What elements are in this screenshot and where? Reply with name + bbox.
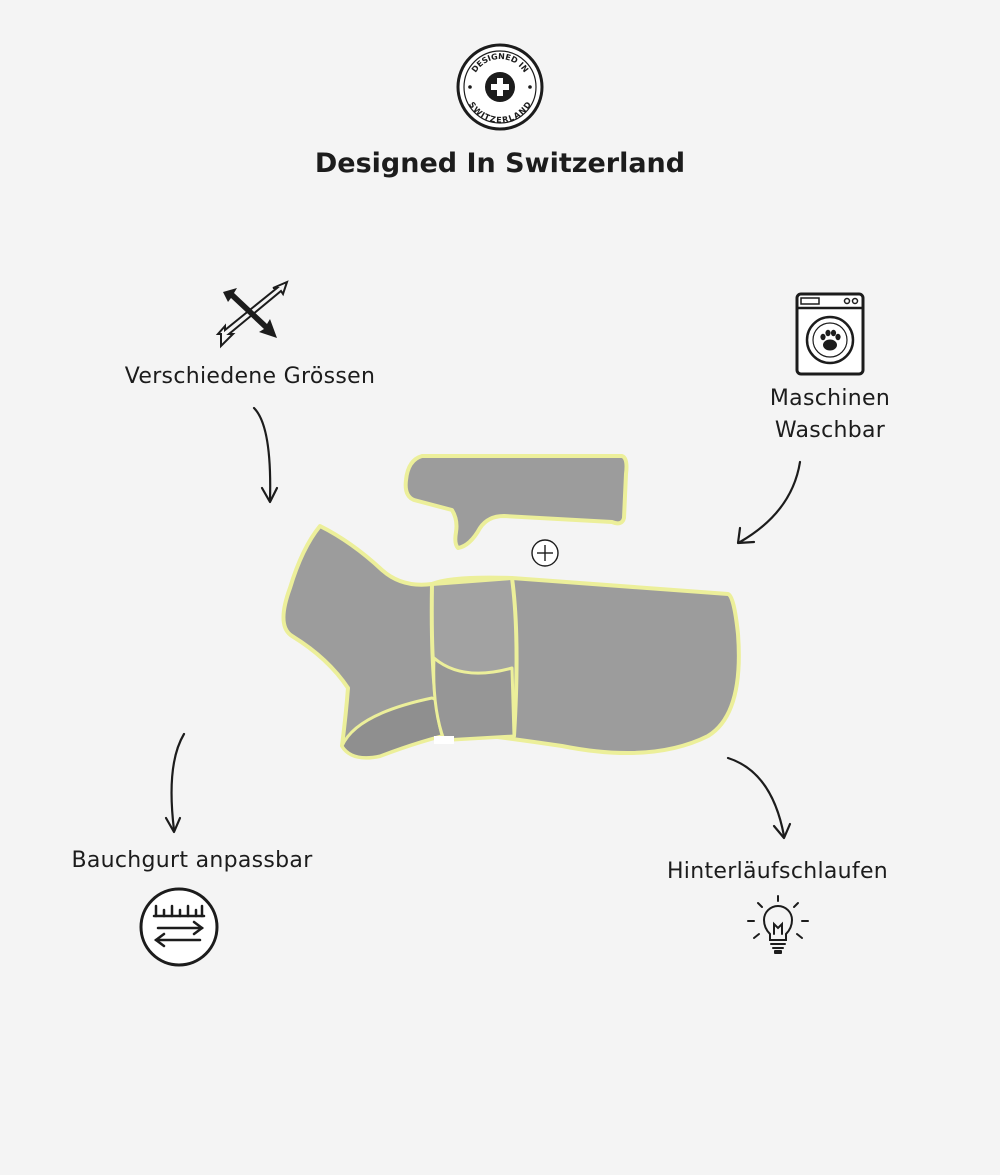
designed-in-switzerland-badge — [456, 43, 544, 131]
feature-label-belt: Bauchgurt anpassbar — [71, 848, 313, 873]
badge-top-text: DESIGNED IN — [469, 51, 531, 75]
swiss-cross-icon — [485, 72, 515, 102]
resize-arrows-icon — [215, 278, 295, 350]
lightbulb-icon — [746, 894, 810, 956]
arrow-to-belt-label — [150, 728, 200, 838]
washing-machine-paw-icon — [795, 292, 865, 376]
feature-label-washable-line2: Waschbar — [774, 418, 886, 443]
dog-bathrobe — [272, 518, 748, 768]
page-title: Designed In Switzerland — [314, 148, 686, 179]
feature-label-loops: Hinterläufschlaufen — [666, 859, 889, 884]
badge-bottom-text: SWITZERLAND — [466, 100, 534, 125]
arrow-to-bathrobe-sizes — [240, 400, 300, 510]
adjustable-belt-icon — [138, 886, 220, 968]
feature-label-sizes: Verschiedene Grössen — [124, 364, 376, 389]
feature-label-washable-line1: Maschinen — [769, 386, 891, 411]
